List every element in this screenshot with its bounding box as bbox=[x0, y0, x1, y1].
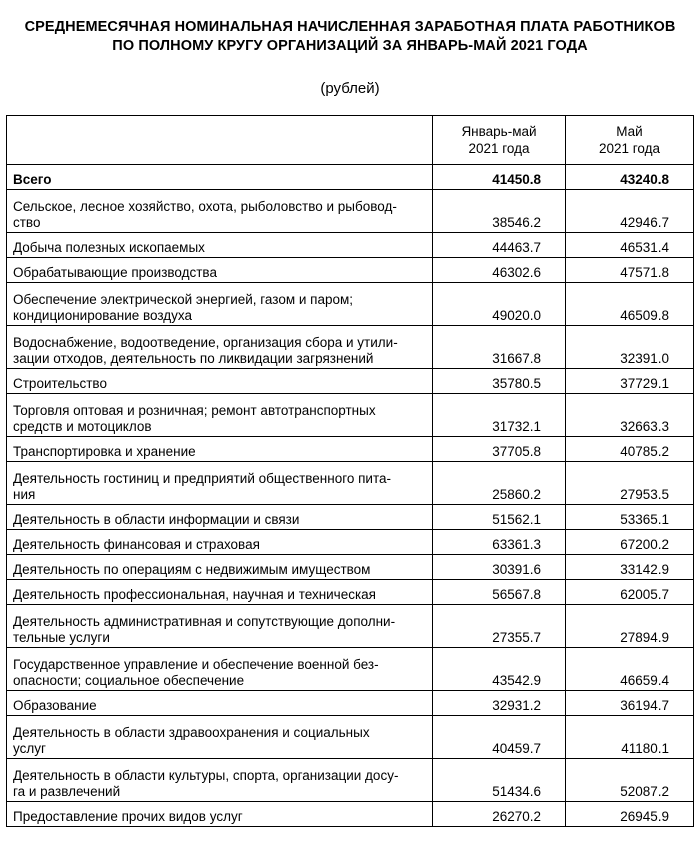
value-jan-may: 30391.6 bbox=[433, 555, 566, 580]
value-may: 46509.8 bbox=[566, 283, 694, 326]
value-may: 47571.8 bbox=[566, 258, 694, 283]
table-row bbox=[7, 691, 694, 716]
value-jan-may: 44463.7 bbox=[433, 233, 566, 258]
industry-label-line1: Образование bbox=[13, 698, 97, 713]
industry-label-line2: ство bbox=[13, 215, 41, 230]
industry-label-line2: средств и мотоциклов bbox=[13, 419, 152, 434]
value-may: 53365.1 bbox=[566, 505, 694, 530]
value-may: 46659.4 bbox=[566, 648, 694, 691]
value-may: 32391.0 bbox=[566, 326, 694, 369]
header-may-line2: 2021 года bbox=[598, 141, 660, 156]
header-may-line1: Май bbox=[616, 124, 643, 139]
industry-label-line1: Торговля оптовая и розничная; ремонт автотранспортных bbox=[13, 403, 376, 418]
industry-label-line2: тельные услуги bbox=[13, 630, 110, 645]
industry-label-line1: Деятельность в области информации и связи bbox=[13, 512, 300, 527]
industry-label-line2: опасности; социальное обеспечение bbox=[13, 673, 245, 688]
header-industry bbox=[7, 116, 433, 165]
value-may: 62005.7 bbox=[566, 580, 694, 605]
value-jan-may: 63361.3 bbox=[433, 530, 566, 555]
industry-label-line1: Сельское, лесное хозяйство, охота, рыболовство и рыбовод- bbox=[13, 199, 397, 214]
industry-label-line2: услуг bbox=[13, 741, 46, 756]
industry-label-line1: Транспортировка и хранение bbox=[13, 444, 196, 459]
industry-label bbox=[7, 505, 433, 530]
table-row bbox=[7, 648, 694, 691]
industry-label-line1: Деятельность административная и сопутствующие дополни- bbox=[13, 614, 396, 629]
industry-label bbox=[7, 802, 433, 827]
table-row bbox=[7, 759, 694, 802]
value-jan-may: 37705.8 bbox=[433, 437, 566, 462]
title-line-1: СРЕДНЕМЕСЯЧНАЯ НОМИНАЛЬНАЯ НАЧИСЛЕННАЯ ЗАРАБОТНАЯ ПЛАТА РАБОТНИКОВ bbox=[24, 19, 676, 35]
industry-label bbox=[7, 165, 433, 190]
value-may: 27894.9 bbox=[566, 605, 694, 648]
value-may: 67200.2 bbox=[566, 530, 694, 555]
industry-label-line1: Деятельность гостиниц и предприятий общественного пита- bbox=[13, 471, 391, 486]
value-jan-may: 32931.2 bbox=[433, 691, 566, 716]
industry-label bbox=[7, 283, 433, 326]
value-jan-may: 43542.9 bbox=[433, 648, 566, 691]
value-may: 36194.7 bbox=[566, 691, 694, 716]
industry-label bbox=[7, 580, 433, 605]
industry-label bbox=[7, 759, 433, 802]
industry-label-line1: Деятельность по операциям с недвижимым имуществом bbox=[13, 562, 371, 577]
table-row bbox=[7, 258, 694, 283]
value-jan-may: 35780.5 bbox=[433, 369, 566, 394]
value-jan-may: 31732.1 bbox=[433, 394, 566, 437]
table-row bbox=[7, 555, 694, 580]
value-jan-may: 38546.2 bbox=[433, 190, 566, 233]
value-jan-may: 51434.6 bbox=[433, 759, 566, 802]
value-jan-may: 40459.7 bbox=[433, 716, 566, 759]
industry-label-line1: Добыча полезных ископаемых bbox=[13, 240, 205, 255]
industry-label bbox=[7, 555, 433, 580]
table-row bbox=[7, 505, 694, 530]
header-jan-may-line2: 2021 года bbox=[468, 141, 530, 156]
table-row bbox=[7, 233, 694, 258]
value-jan-may: 51562.1 bbox=[433, 505, 566, 530]
industry-label-line2: ния bbox=[13, 487, 36, 502]
table-row bbox=[7, 326, 694, 369]
value-may: 33142.9 bbox=[566, 555, 694, 580]
table-row bbox=[7, 716, 694, 759]
table-row bbox=[7, 190, 694, 233]
industry-label-line1: Всего bbox=[13, 172, 52, 187]
industry-label-line1: Строительство bbox=[13, 376, 107, 391]
value-may: 37729.1 bbox=[566, 369, 694, 394]
table-row bbox=[7, 580, 694, 605]
industry-label bbox=[7, 233, 433, 258]
value-jan-may: 49020.0 bbox=[433, 283, 566, 326]
industry-label bbox=[7, 258, 433, 283]
table-row bbox=[7, 462, 694, 505]
table-row bbox=[7, 802, 694, 827]
industry-label bbox=[7, 691, 433, 716]
industry-label bbox=[7, 605, 433, 648]
value-may: 32663.3 bbox=[566, 394, 694, 437]
value-jan-may: 26270.2 bbox=[433, 802, 566, 827]
value-jan-may: 46302.6 bbox=[433, 258, 566, 283]
industry-label bbox=[7, 190, 433, 233]
table-row bbox=[7, 605, 694, 648]
industry-label bbox=[7, 462, 433, 505]
industry-label-line1: Деятельность в области культуры, спорта, организации досу- bbox=[13, 768, 399, 783]
industry-label bbox=[7, 369, 433, 394]
unit-label: (рублей) bbox=[320, 80, 380, 97]
header-jan-may-line1: Январь-май bbox=[461, 124, 537, 139]
table-row bbox=[7, 369, 694, 394]
salary-table bbox=[6, 115, 694, 827]
industry-label-line1: Обеспечение электрической энергией, газом и паром; bbox=[13, 292, 354, 307]
industry-label-line2: зации отходов, деятельность по ликвидации загрязнений bbox=[13, 351, 374, 366]
industry-label bbox=[7, 394, 433, 437]
industry-label bbox=[7, 437, 433, 462]
table-body bbox=[7, 165, 694, 827]
industry-label bbox=[7, 326, 433, 369]
table-header-row bbox=[7, 116, 694, 165]
value-may: 27953.5 bbox=[566, 462, 694, 505]
value-may: 41180.1 bbox=[566, 716, 694, 759]
table-row bbox=[7, 437, 694, 462]
table-row bbox=[7, 283, 694, 326]
value-jan-may: 27355.7 bbox=[433, 605, 566, 648]
value-jan-may: 25860.2 bbox=[433, 462, 566, 505]
value-may: 52087.2 bbox=[566, 759, 694, 802]
value-may: 46531.4 bbox=[566, 233, 694, 258]
value-jan-may: 31667.8 bbox=[433, 326, 566, 369]
industry-label bbox=[7, 530, 433, 555]
header-jan-may bbox=[433, 116, 566, 165]
industry-label-line1: Деятельность профессиональная, научная и техническая bbox=[13, 587, 376, 602]
industry-label-line1: Деятельность в области здравоохранения и социальных bbox=[13, 725, 370, 740]
industry-label-line1: Предоставление прочих видов услуг bbox=[13, 809, 243, 824]
industry-label-line1: Деятельность финансовая и страховая bbox=[13, 537, 260, 552]
value-jan-may: 56567.8 bbox=[433, 580, 566, 605]
value-may: 43240.8 bbox=[566, 165, 694, 190]
title-line-2: ПО ПОЛНОМУ КРУГУ ОРГАНИЗАЦИЙ ЗА ЯНВАРЬ-МАЙ 2021 ГОДА bbox=[112, 38, 588, 54]
header-may bbox=[566, 116, 694, 165]
industry-label-line1: Обрабатывающие производства bbox=[13, 265, 217, 280]
industry-label-line2: кондиционирование воздуха bbox=[13, 308, 193, 323]
industry-label-line1: Водоснабжение, водоотведение, организация сбора и утили- bbox=[13, 335, 398, 350]
industry-label-line1: Государственное управление и обеспечение военной без- bbox=[13, 657, 379, 672]
table-row bbox=[7, 394, 694, 437]
table-row bbox=[7, 530, 694, 555]
value-may: 26945.9 bbox=[566, 802, 694, 827]
value-may: 40785.2 bbox=[566, 437, 694, 462]
value-jan-may: 41450.8 bbox=[433, 165, 566, 190]
industry-label bbox=[7, 716, 433, 759]
value-may: 42946.7 bbox=[566, 190, 694, 233]
industry-label bbox=[7, 648, 433, 691]
table-row bbox=[7, 165, 694, 190]
industry-label-line2: га и развлечений bbox=[13, 784, 121, 799]
document-title bbox=[0, 18, 700, 56]
